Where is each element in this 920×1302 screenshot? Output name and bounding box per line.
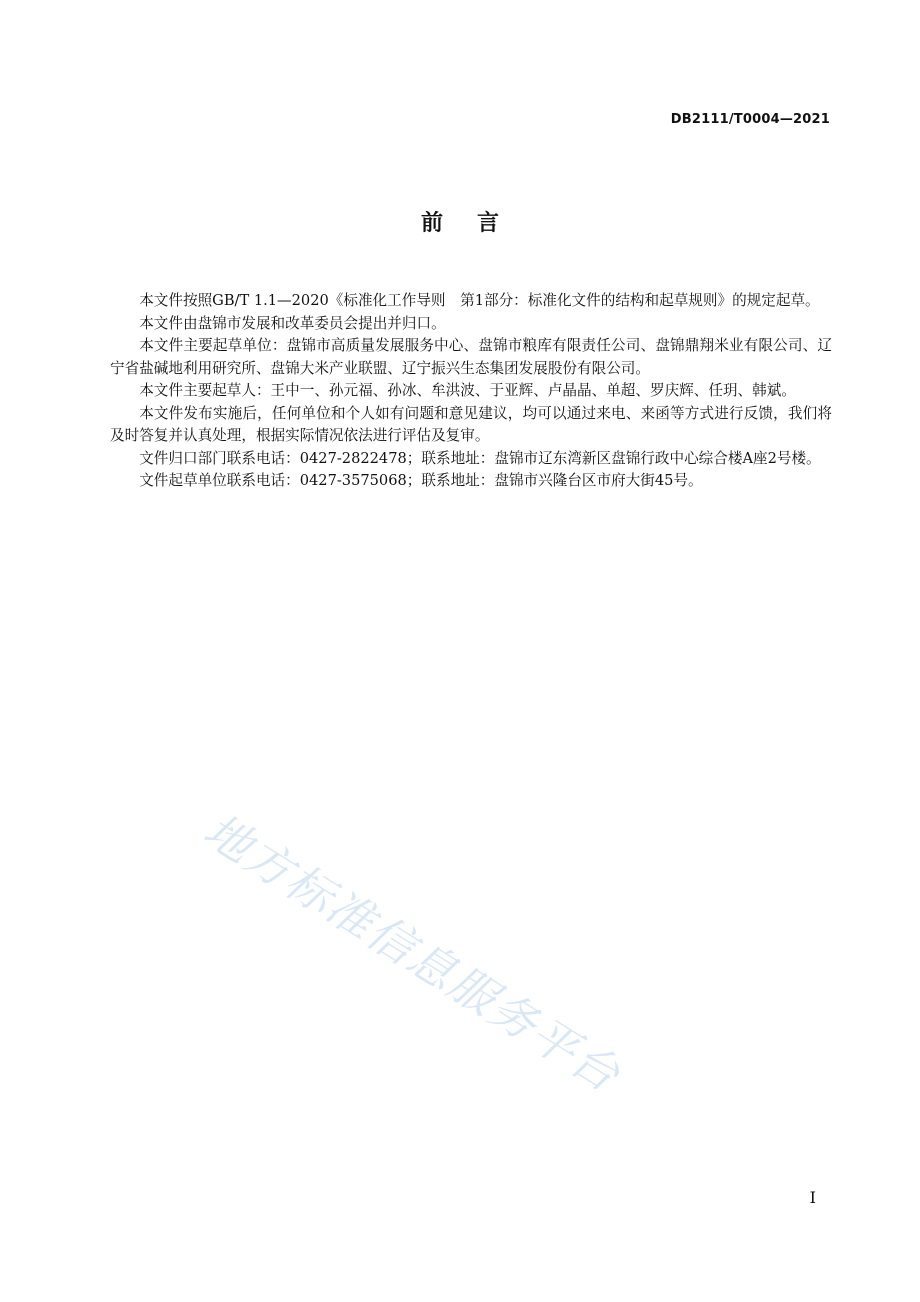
page-number: I [809, 1188, 816, 1207]
paragraph-drafting-basis: 本文件按照GB/T 1.1—2020《标准化工作导则 第1部分：标准化文件的结构和起草规则》的规定起草。 [139, 292, 820, 309]
watermark: 地方标准信息服务平台 [194, 802, 631, 1103]
paragraph-drafters: 本文件主要起草人：王中一、孙元福、孙冰、牟洪波、于亚辉、卢晶晶、单超、罗庆辉、任玥、韩斌。 [139, 382, 796, 399]
paragraph-drafting-units: 本文件主要起草单位：盘锦市高质量发展服务中心、盘锦市粮库有限责任公司、盘锦鼎翔米业有限公司、辽宁省盐碱地利用研究所、盘锦大米产业联盟、辽宁振兴生态集团发展股份有限公司。 [110, 337, 832, 377]
paragraph-department-contact: 文件归口部门联系电话：0427-2822478；联系地址：盘锦市辽东湾新区盘锦行政中心综合楼A座2号楼。 [139, 449, 821, 467]
page-title: 前言 [420, 211, 533, 236]
paragraph-proposer: 本文件由盘锦市发展和改革委员会提出并归口。 [139, 314, 446, 332]
document-code: DB2111/T0004—2021 [670, 112, 830, 127]
foreword-body [110, 290, 832, 493]
paragraph-feedback: 本文件发布实施后，任何单位和个人如有问题和意见建议，均可以通过来电、来函等方式进行反馈，我们将及时答复并认真处理，根据实际情况依法进行评估及复审。 [110, 404, 832, 444]
paragraph-drafting-unit-contact: 文件起草单位联系电话：0427-3575068；联系地址：盘锦市兴隆台区市府大街45号。 [139, 472, 703, 489]
